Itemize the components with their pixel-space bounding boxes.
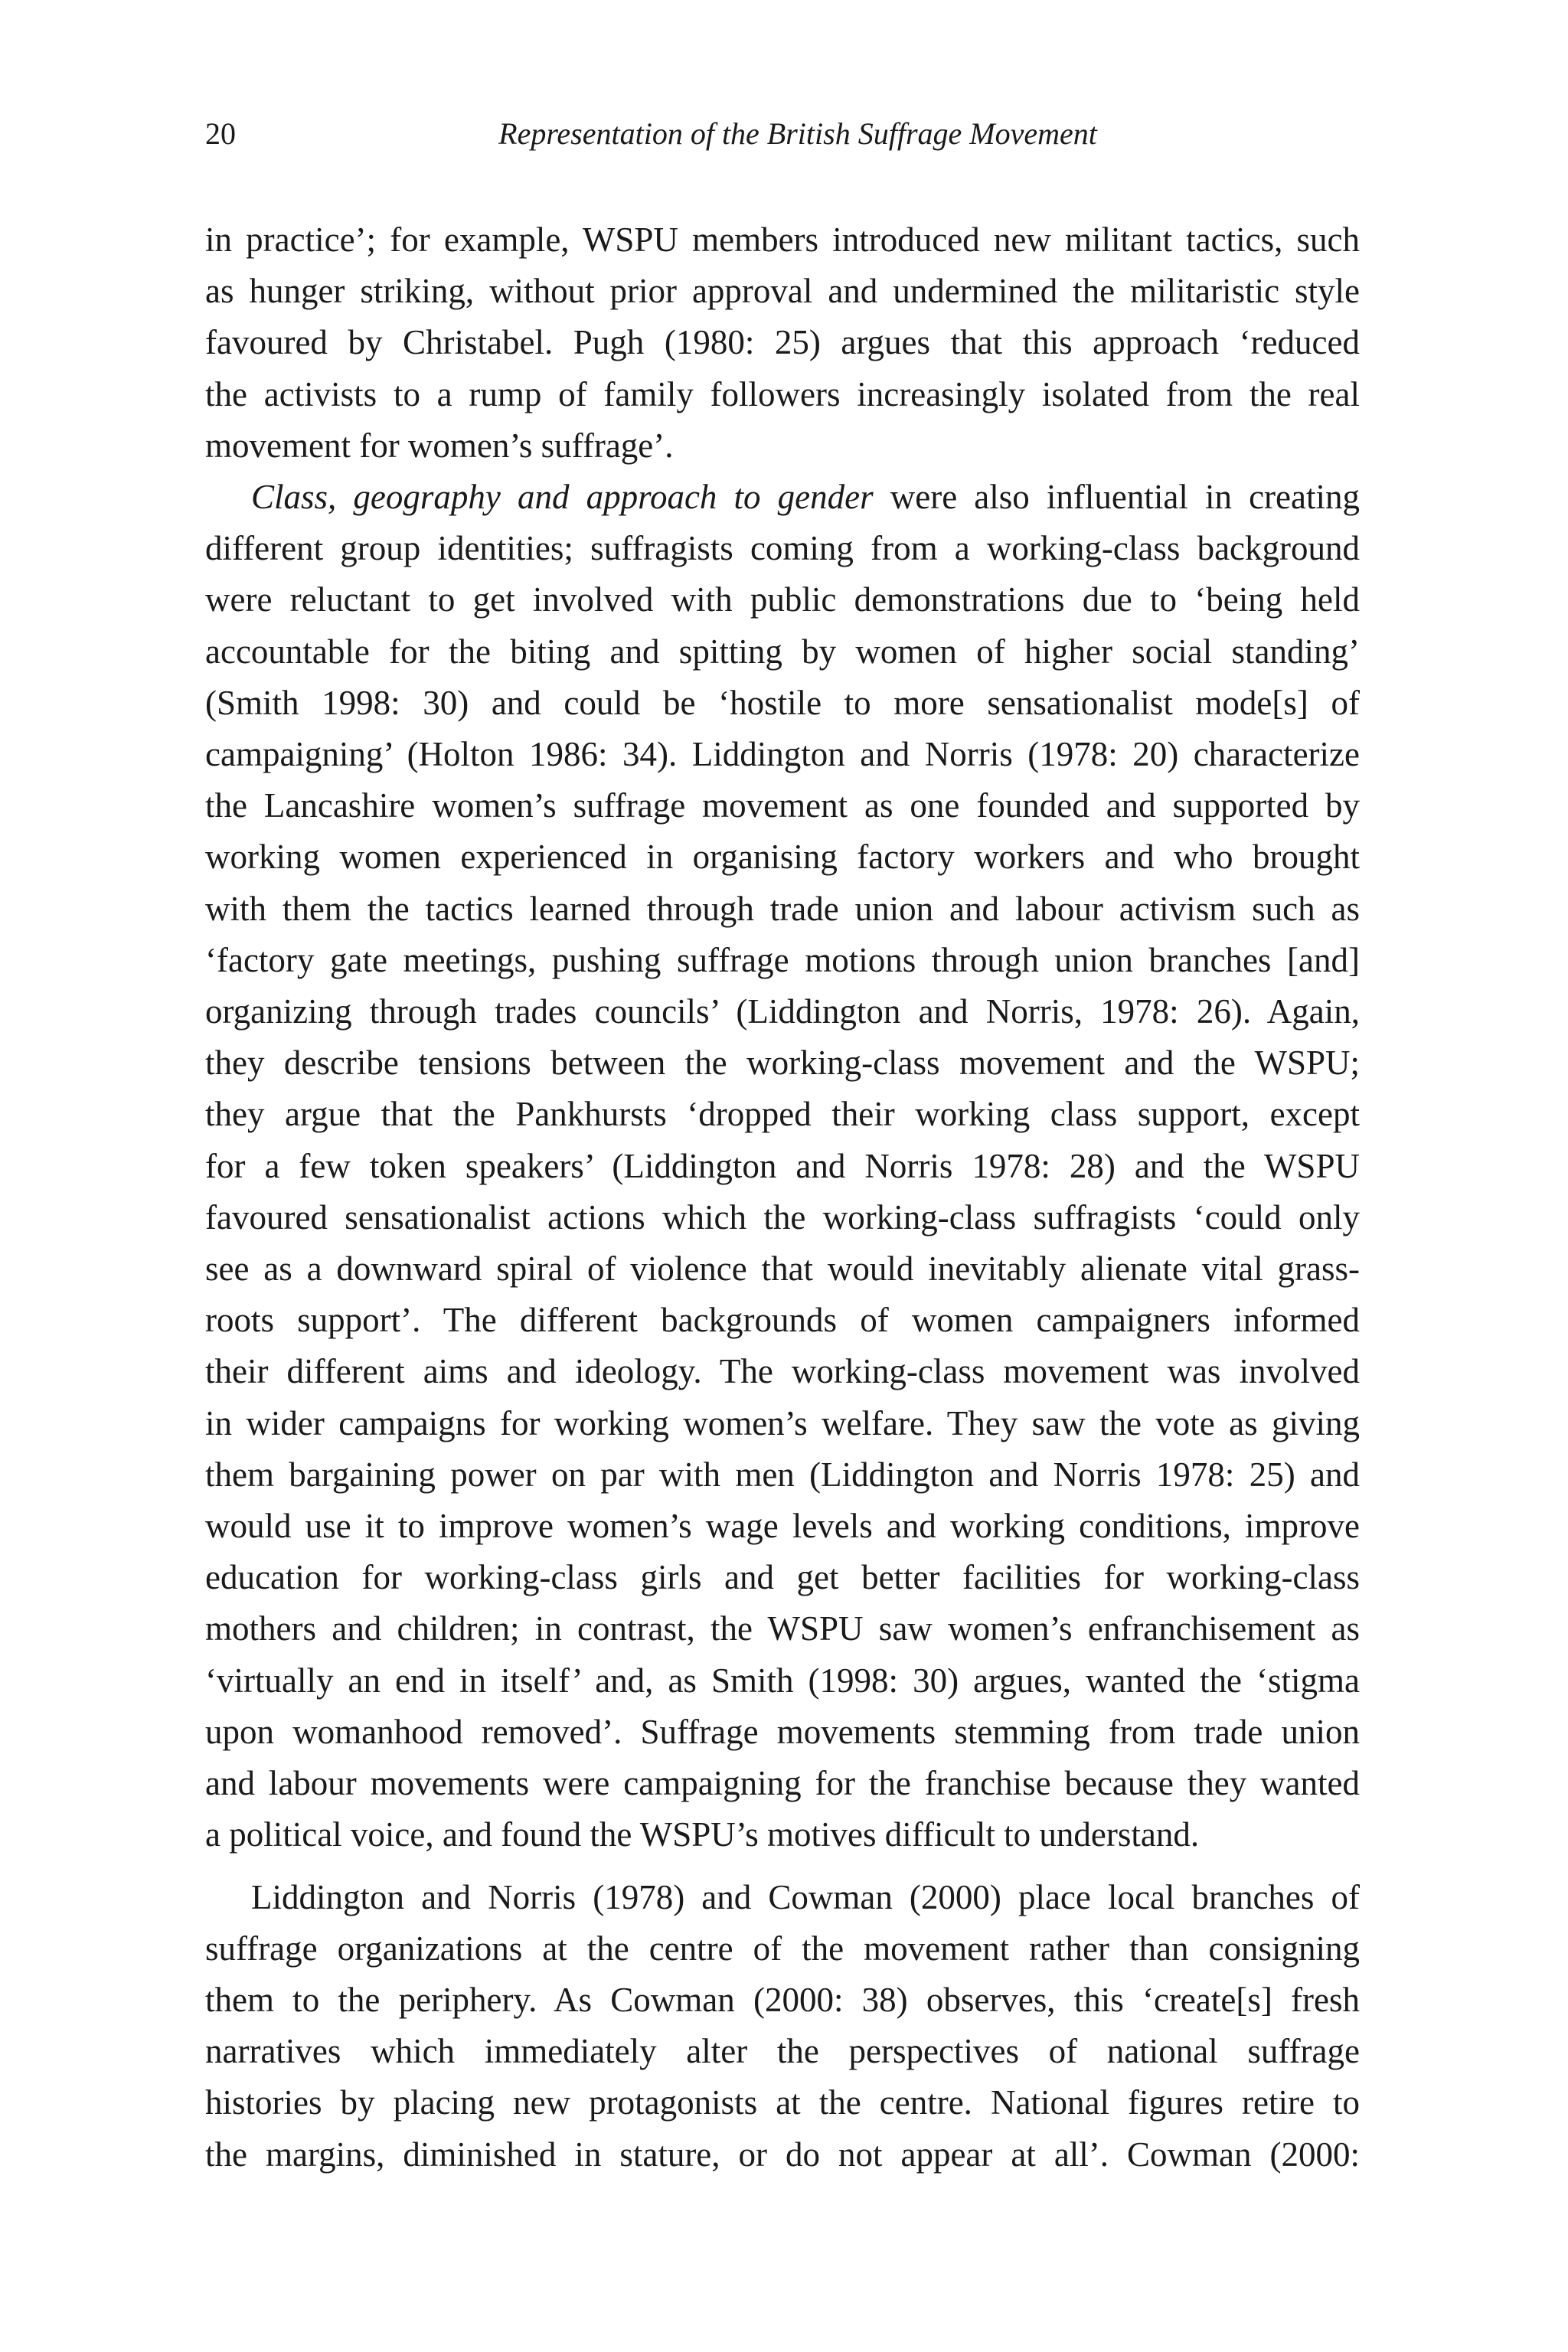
text-line: see as a downward spiral of violence that would inevitably alienate vital grass-	[205, 1250, 1360, 1289]
text-line: for a few token speakers’ (Liddington and Norris 1978: 28) and the WSPU	[205, 1146, 1360, 1185]
text-line: different group identities; suffragists coming from a working-class background	[205, 529, 1360, 568]
text-line: were reluctant to get involved with public demonstrations due to ‘being held	[205, 580, 1360, 619]
text-line: the Lancashire women’s suffrage movement as one founded and supported by	[205, 786, 1360, 825]
paragraph-3	[205, 1872, 1360, 2180]
text-line: histories by placing new protagonists at the centre. National figures retire to	[205, 2083, 1360, 2122]
text-line: Liddington and Norris (1978) and Cowman (2000) place local branches of	[251, 1877, 1360, 1916]
text-line: (Smith 1998: 30) and could be ‘hostile to more sensationalist mode[s] of	[205, 683, 1360, 722]
text-line: upon womanhood removed’. Suffrage movements stemming from trade union	[205, 1712, 1360, 1751]
body-text	[205, 214, 1360, 2180]
italic-lead-phrase: Class, geography and approach to gender	[251, 478, 874, 517]
text-line: working women experienced in organising factory workers and who brought	[205, 838, 1360, 877]
text-line: organizing through trades councils’ (Liddington and Norris, 1978: 26). Again,	[205, 992, 1360, 1031]
text-line: favoured by Christabel. Pugh (1980: 25) argues that this approach ‘reduced	[205, 323, 1360, 362]
text-line: campaigning’ (Holton 1986: 34). Liddington and Norris (1978: 20) characterize	[205, 735, 1360, 774]
text-line: in practice’; for example, WSPU members introduced new militant tactics, such	[205, 220, 1360, 259]
running-header	[205, 115, 1360, 153]
text-line: a political voice, and found the WSPU’s motives difficult to understand.	[205, 1815, 1200, 1854]
paragraph-1	[205, 214, 1360, 472]
paragraph-2	[205, 472, 1360, 1860]
text-line	[205, 472, 1360, 523]
running-title: Representation of the British Suffrage Movement	[498, 116, 1097, 151]
text-line: the activists to a rump of family followers increasingly isolated from the real	[205, 374, 1360, 413]
text-line: ‘virtually an end in itself’ and, as Smith (1998: 30) argues, wanted the ‘stigma	[205, 1661, 1360, 1700]
text-line: would use it to improve women’s wage levels and working conditions, improve	[205, 1507, 1360, 1546]
text-line: them bargaining power on par with men (Liddington and Norris 1978: 25) and	[205, 1455, 1360, 1494]
text-line: they describe tensions between the working-class movement and the WSPU;	[205, 1044, 1360, 1083]
text-line: movement for women’s suffrage’.	[205, 426, 674, 465]
text-line: the margins, diminished in stature, or do not appear at all’. Cowman (2000:	[205, 2135, 1360, 2174]
text-line: roots support’. The different backgrounds of women campaigners informed	[205, 1301, 1360, 1340]
text-line: accountable for the biting and spitting by women of higher social standing’	[205, 632, 1360, 671]
text-line: suffrage organizations at the centre of the movement rather than consigning	[205, 1929, 1360, 1968]
text-line: with them the tactics learned through trade union and labour activism such as	[205, 889, 1360, 928]
text-line: ‘factory gate meetings, pushing suffrage motions through union branches [and]	[205, 940, 1360, 979]
text-fragment: were also influential in creating	[873, 478, 1360, 517]
page-number: 20	[205, 116, 236, 151]
text-line: favoured sensationalist actions which the working-class suffragists ‘could only	[205, 1197, 1360, 1236]
text-line: and labour movements were campaigning for the franchise because they wanted	[205, 1764, 1360, 1803]
text-line: education for working-class girls and get better facilities for working-class	[205, 1558, 1360, 1597]
text-line: as hunger striking, without prior approval and undermined the militaristic style	[205, 272, 1360, 311]
text-line: they argue that the Pankhursts ‘dropped their working class support, except	[205, 1095, 1360, 1134]
text-line: in wider campaigns for working women’s welfare. They saw the vote as giving	[205, 1403, 1360, 1442]
text-line: them to the periphery. As Cowman (2000: 38) observes, this ‘create[s] fresh	[205, 1980, 1360, 2019]
text-line: narratives which immediately alter the perspectives of national suffrage	[205, 2032, 1360, 2071]
text-line: mothers and children; in contrast, the WSPU saw women’s enfranchisement as	[205, 1609, 1360, 1648]
text-line: their different aims and ideology. The working-class movement was involved	[205, 1352, 1360, 1391]
